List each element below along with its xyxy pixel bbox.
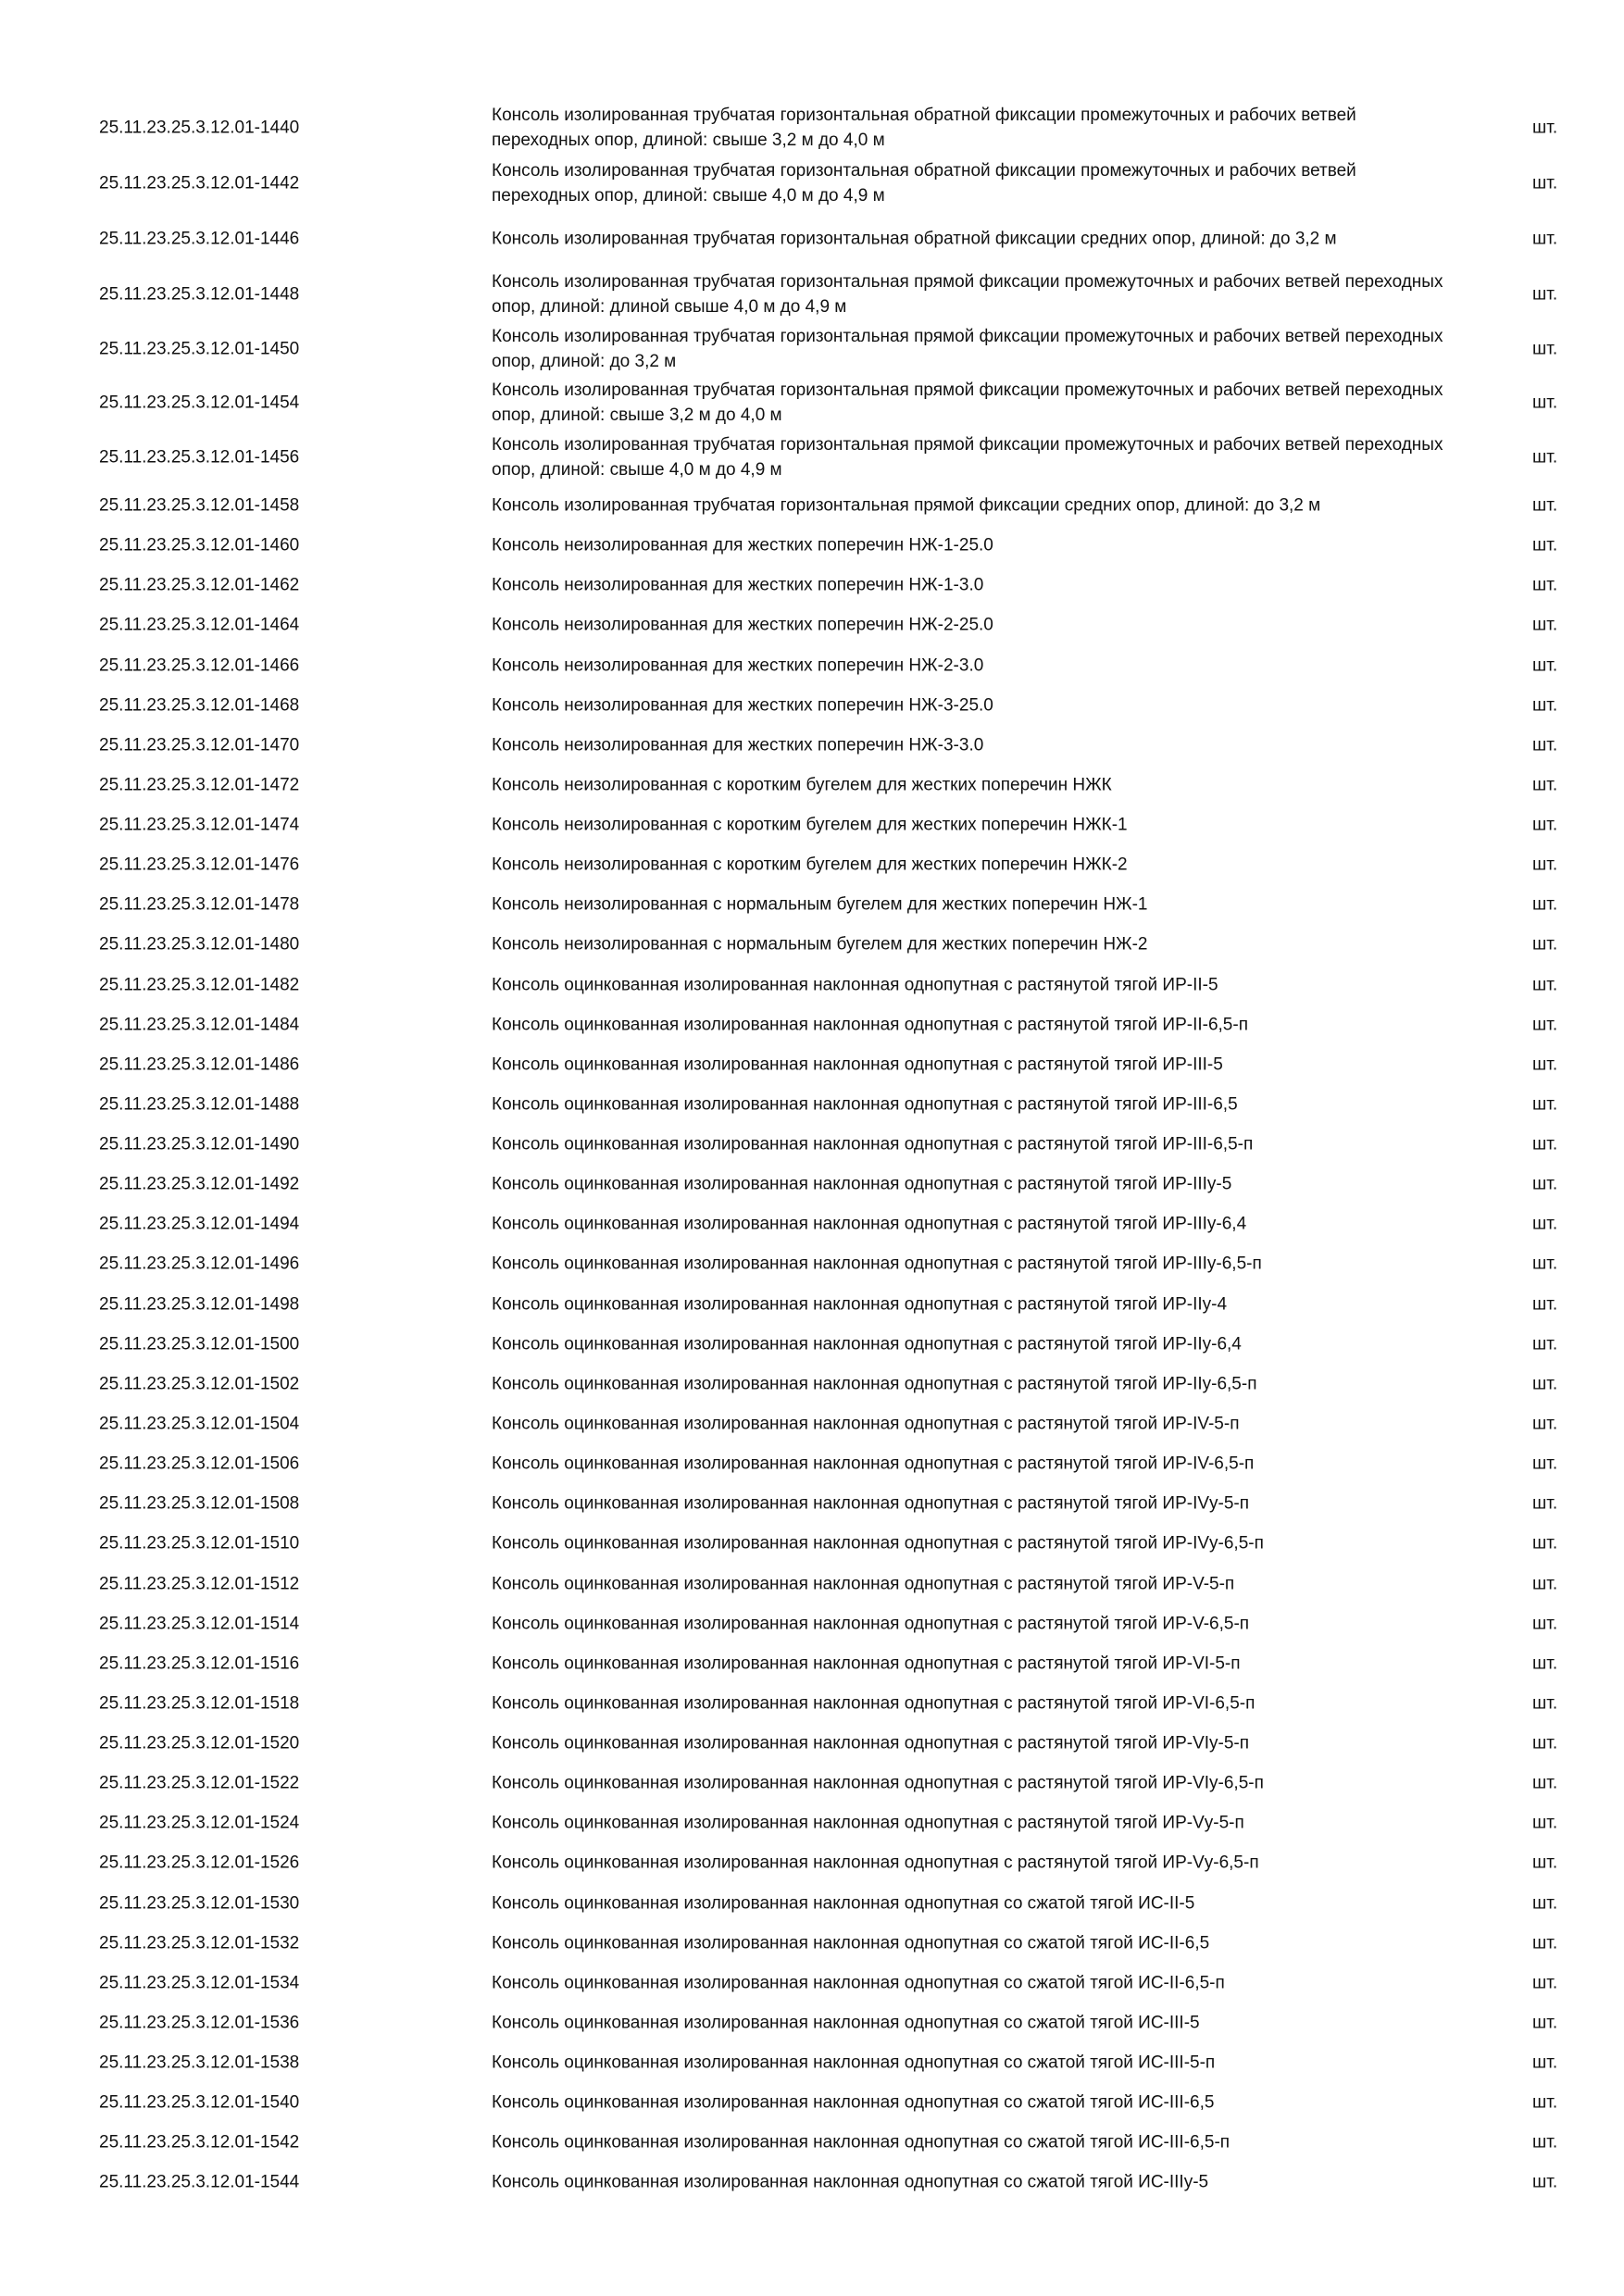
table-row <box>0 1525 1624 1562</box>
item-description: Консоль оцинкованная изолированная наклонная однопутная с растянутой тягой ИР-III-5 <box>492 1054 1223 1075</box>
table-row <box>0 967 1624 1004</box>
item-description: Консоль изолированная трубчатая горизонтальная прямой фиксации промежуточных и рабочих ветвей переходных опор, длиной: длиной свыше 4,0 м до 4,9 м <box>492 272 1443 317</box>
item-code: 25.11.23.25.3.12.01-1534 <box>99 1973 300 1993</box>
item-description: Консоль неизолированная для жестких поперечин НЖ-1-25.0 <box>492 535 993 555</box>
item-code: 25.11.23.25.3.12.01-1488 <box>99 1094 300 1115</box>
item-unit: шт. <box>1532 1773 1558 1793</box>
item-description: Консоль оцинкованная изолированная наклонная однопутная с растянутой тягой ИР-VI-5-п <box>492 1653 1241 1674</box>
item-description: Консоль оцинкованная изолированная наклонная однопутная с растянутой тягой ИР-V-5-п <box>492 1574 1235 1593</box>
item-code: 25.11.23.25.3.12.01-1466 <box>99 655 300 676</box>
item-unit: шт. <box>1532 2172 1558 2192</box>
item-description: Консоль изолированная трубчатая горизонтальная прямой фиксации промежуточных и рабочих ветвей переходных опор, длиной: свыше 3,2 м до 4,0 м <box>492 381 1443 425</box>
table-row <box>0 268 1624 321</box>
item-code: 25.11.23.25.3.12.01-1478 <box>99 894 300 915</box>
item-description: Консоль оцинкованная изолированная наклонная однопутная с растянутой тягой ИР-IIIу-6,4 <box>492 1214 1247 1234</box>
item-description: Консоль изолированная трубчатая горизонтальная прямой фиксации промежуточных и рабочих ветвей переходных опор, длиной: до 3,2 м <box>492 327 1443 371</box>
table-row <box>0 1205 1624 1242</box>
item-code: 25.11.23.25.3.12.01-1500 <box>99 1334 300 1354</box>
table-row <box>0 1725 1624 1762</box>
item-code: 25.11.23.25.3.12.01-1442 <box>99 173 300 193</box>
item-unit: шт. <box>1532 1454 1558 1474</box>
table-row <box>0 1126 1624 1163</box>
item-unit: шт. <box>1532 447 1558 468</box>
item-code: 25.11.23.25.3.12.01-1494 <box>99 1214 300 1234</box>
table-row <box>0 846 1624 883</box>
item-description: Консоль оцинкованная изолированная наклонная однопутная с растянутой тягой ИР-IV-5-п <box>492 1414 1240 1434</box>
item-description: Консоль оцинкованная изолированная наклонная однопутная с растянутой тягой ИР-III-6,5 <box>492 1094 1238 1115</box>
item-unit: шт. <box>1532 1294 1558 1315</box>
item-code: 25.11.23.25.3.12.01-1468 <box>99 695 300 716</box>
item-description: Консоль оцинкованная изолированная наклонная однопутная со сжатой тягой ИС-IIIу-5 <box>492 2172 1209 2192</box>
table-row <box>0 1965 1624 2002</box>
item-description: Консоль оцинкованная изолированная наклонная однопутная со сжатой тягой ИС-II-5 <box>492 1893 1195 1914</box>
item-unit: шт. <box>1532 1174 1558 1194</box>
item-unit: шт. <box>1532 495 1558 516</box>
table-row <box>0 687 1624 724</box>
item-description: Консоль оцинкованная изолированная наклонная однопутная со сжатой тягой ИС-II-6,5-п <box>492 1973 1225 1993</box>
item-description: Консоль неизолированная для жестких поперечин НЖ-3-25.0 <box>492 695 993 716</box>
table-row <box>0 1605 1624 1642</box>
item-code: 25.11.23.25.3.12.01-1484 <box>99 1015 300 1035</box>
item-code: 25.11.23.25.3.12.01-1446 <box>99 229 300 249</box>
item-unit: шт. <box>1532 615 1558 635</box>
item-description: Консоль оцинкованная изолированная наклонная однопутная с растянутой тягой ИР-IV-6,5-п <box>492 1454 1255 1474</box>
table-row <box>0 2004 1624 2041</box>
item-unit: шт. <box>1532 1933 1558 1953</box>
item-code: 25.11.23.25.3.12.01-1482 <box>99 975 300 995</box>
item-unit: шт. <box>1532 339 1558 359</box>
item-unit: шт. <box>1532 173 1558 193</box>
table-row <box>0 1046 1624 1083</box>
table-row <box>0 806 1624 843</box>
item-code: 25.11.23.25.3.12.01-1502 <box>99 1374 300 1394</box>
item-description: Консоль неизолированная для жестких поперечин НЖ-3-3.0 <box>492 735 984 755</box>
item-description: Консоль оцинкованная изолированная наклонная однопутная с растянутой тягой ИР-IVу-6,5-п <box>492 1533 1264 1554</box>
table-row <box>0 1885 1624 1922</box>
table-row <box>0 567 1624 604</box>
item-description: Консоль изолированная трубчатая горизонтальная прямой фиксации промежуточных и рабочих ветвей переходных опор, длиной: свыше 4,0 м до 4,9 м <box>492 435 1443 480</box>
item-code: 25.11.23.25.3.12.01-1514 <box>99 1614 300 1634</box>
item-description: Консоль неизолированная для жестких поперечин НЖ-2-3.0 <box>492 655 984 676</box>
item-description: Консоль оцинкованная изолированная наклонная однопутная с растянутой тягой ИР-II-5 <box>492 975 1218 995</box>
item-description: Консоль оцинкованная изолированная наклонная однопутная с растянутой тягой ИР-VIу-6,5-п <box>492 1773 1264 1793</box>
item-code: 25.11.23.25.3.12.01-1532 <box>99 1933 300 1953</box>
item-description: Консоль изолированная трубчатая горизонтальная прямой фиксации средних опор, длиной: до 3,2 м <box>492 495 1321 516</box>
table-row <box>0 1685 1624 1722</box>
item-description: Консоль оцинкованная изолированная наклонная однопутная с растянутой тягой ИР-IVу-5-п <box>492 1493 1250 1514</box>
item-code: 25.11.23.25.3.12.01-1516 <box>99 1653 300 1674</box>
table-row <box>0 1804 1624 1841</box>
item-unit: шт. <box>1532 934 1558 955</box>
item-unit: шт. <box>1532 1733 1558 1753</box>
item-description: Консоль оцинкованная изолированная наклонная однопутная со сжатой тягой ИС-III-6,5-п <box>492 2132 1230 2152</box>
item-description: Консоль оцинкованная изолированная наклонная однопутная с растянутой тягой ИР-IIIу-6,5-п <box>492 1254 1262 1274</box>
item-description: Консоль оцинкованная изолированная наклонная однопутная с растянутой тягой ИР-II-6,5-п <box>492 1015 1248 1035</box>
table-row <box>0 2164 1624 2201</box>
item-code: 25.11.23.25.3.12.01-1460 <box>99 535 300 555</box>
table-row <box>0 606 1624 643</box>
table-row <box>0 1566 1624 1603</box>
item-unit: шт. <box>1532 1134 1558 1154</box>
item-unit: шт. <box>1532 1334 1558 1354</box>
item-unit: шт. <box>1532 2053 1558 2073</box>
item-code: 25.11.23.25.3.12.01-1464 <box>99 615 300 635</box>
item-unit: шт. <box>1532 695 1558 716</box>
item-unit: шт. <box>1532 775 1558 795</box>
item-code: 25.11.23.25.3.12.01-1540 <box>99 2092 300 2113</box>
item-unit: шт. <box>1532 1574 1558 1593</box>
item-unit: шт. <box>1532 1893 1558 1914</box>
item-code: 25.11.23.25.3.12.01-1510 <box>99 1533 300 1554</box>
item-unit: шт. <box>1532 1614 1558 1634</box>
table-row <box>0 886 1624 923</box>
item-unit: шт. <box>1532 284 1558 305</box>
item-code: 25.11.23.25.3.12.01-1504 <box>99 1414 300 1434</box>
item-code: 25.11.23.25.3.12.01-1518 <box>99 1693 300 1714</box>
item-unit: шт. <box>1532 894 1558 915</box>
table-row <box>0 2084 1624 2121</box>
item-unit: шт. <box>1532 2013 1558 2033</box>
item-description: Консоль оцинкованная изолированная наклонная однопутная с растянутой тягой ИР-VIу-5-п <box>492 1733 1250 1753</box>
item-code: 25.11.23.25.3.12.01-1454 <box>99 393 300 413</box>
item-description: Консоль изолированная трубчатая горизонтальная обратной фиксации промежуточных и рабочих ветвей переходных опор, длиной: свыше 3,2 м до 4,0 м <box>492 106 1356 150</box>
item-unit: шт. <box>1532 575 1558 595</box>
table-row <box>0 1925 1624 1962</box>
table-row <box>0 1366 1624 1403</box>
table-row <box>0 1445 1624 1482</box>
item-code: 25.11.23.25.3.12.01-1524 <box>99 1813 300 1833</box>
item-code: 25.11.23.25.3.12.01-1474 <box>99 815 300 835</box>
table-row <box>0 1645 1624 1682</box>
item-code: 25.11.23.25.3.12.01-1456 <box>99 447 300 468</box>
item-unit: шт. <box>1532 118 1558 138</box>
item-unit: шт. <box>1532 1813 1558 1833</box>
item-unit: шт. <box>1532 229 1558 249</box>
item-code: 25.11.23.25.3.12.01-1542 <box>99 2132 300 2152</box>
item-description: Консоль неизолированная с коротким бугелем для жестких поперечин НЖК-2 <box>492 855 1128 875</box>
item-description: Консоль изолированная трубчатая горизонтальная обратной фиксации промежуточных и рабочих ветвей переходных опор, длиной: свыше 4,0 м до 4,9 м <box>492 161 1356 206</box>
item-code: 25.11.23.25.3.12.01-1470 <box>99 735 300 755</box>
table-row <box>0 926 1624 963</box>
table-row <box>0 1844 1624 1881</box>
item-code: 25.11.23.25.3.12.01-1498 <box>99 1294 300 1315</box>
table-row <box>0 487 1624 524</box>
item-unit: шт. <box>1532 1094 1558 1115</box>
item-description: Консоль оцинкованная изолированная наклонная однопутная с растянутой тягой ИР-V-6,5-п <box>492 1614 1250 1634</box>
item-description: Консоль оцинкованная изолированная наклонная однопутная со сжатой тягой ИС-III-6,5 <box>492 2092 1215 2113</box>
table-row <box>0 1326 1624 1363</box>
table-row <box>0 1405 1624 1442</box>
item-unit: шт. <box>1532 1414 1558 1434</box>
table-row <box>0 647 1624 684</box>
item-code: 25.11.23.25.3.12.01-1544 <box>99 2172 300 2192</box>
item-code: 25.11.23.25.3.12.01-1440 <box>99 118 300 138</box>
table-row <box>0 430 1624 484</box>
item-description: Консоль неизолированная для жестких поперечин НЖ-2-25.0 <box>492 615 993 635</box>
table-row <box>0 1006 1624 1043</box>
item-unit: шт. <box>1532 1693 1558 1714</box>
item-unit: шт. <box>1532 1493 1558 1514</box>
item-unit: шт. <box>1532 1214 1558 1234</box>
item-description: Консоль неизолированная с коротким бугелем для жестких поперечин НЖК <box>492 775 1112 795</box>
item-description: Консоль оцинкованная изолированная наклонная однопутная с растянутой тягой ИР-Vу-6,5-п <box>492 1853 1259 1873</box>
item-description: Консоль неизолированная для жестких поперечин НЖ-1-3.0 <box>492 575 984 595</box>
item-description: Консоль оцинкованная изолированная наклонная однопутная со сжатой тягой ИС-III-5-п <box>492 2053 1216 2073</box>
item-code: 25.11.23.25.3.12.01-1492 <box>99 1174 300 1194</box>
item-unit: шт. <box>1532 535 1558 555</box>
item-description: Консоль изолированная трубчатая горизонтальная обратной фиксации средних опор, длиной: до 3,2 м <box>492 229 1337 249</box>
item-unit: шт. <box>1532 2132 1558 2152</box>
table-row <box>0 2044 1624 2081</box>
item-code: 25.11.23.25.3.12.01-1536 <box>99 2013 300 2033</box>
item-unit: шт. <box>1532 655 1558 676</box>
table-row <box>0 1166 1624 1203</box>
item-unit: шт. <box>1532 1533 1558 1554</box>
item-unit: шт. <box>1532 2092 1558 2113</box>
item-description: Консоль оцинкованная изолированная наклонная однопутная с растянутой тягой ИР-III-6,5-п <box>492 1134 1254 1154</box>
item-unit: шт. <box>1532 1853 1558 1873</box>
table-row <box>0 527 1624 564</box>
item-description: Консоль неизолированная с нормальным бугелем для жестких поперечин НЖ-1 <box>492 894 1148 915</box>
table-row <box>0 322 1624 376</box>
item-code: 25.11.23.25.3.12.01-1506 <box>99 1454 300 1474</box>
table-row <box>0 1286 1624 1323</box>
item-unit: шт. <box>1532 1653 1558 1674</box>
item-unit: шт. <box>1532 1054 1558 1075</box>
item-unit: шт. <box>1532 815 1558 835</box>
item-description: Консоль оцинкованная изолированная наклонная однопутная с растянутой тягой ИР-IIу-6,5-п <box>492 1374 1257 1394</box>
item-description: Консоль оцинкованная изолированная наклонная однопутная со сжатой тягой ИС-III-5 <box>492 2013 1200 2033</box>
item-code: 25.11.23.25.3.12.01-1530 <box>99 1893 300 1914</box>
table-row <box>0 1245 1624 1282</box>
item-code: 25.11.23.25.3.12.01-1450 <box>99 339 300 359</box>
item-code: 25.11.23.25.3.12.01-1458 <box>99 495 300 516</box>
item-code: 25.11.23.25.3.12.01-1490 <box>99 1134 300 1154</box>
item-code: 25.11.23.25.3.12.01-1472 <box>99 775 300 795</box>
item-code: 25.11.23.25.3.12.01-1476 <box>99 855 300 875</box>
item-unit: шт. <box>1532 1973 1558 1993</box>
item-description: Консоль оцинкованная изолированная наклонная однопутная с растянутой тягой ИР-IIIу-5 <box>492 1174 1232 1194</box>
item-code: 25.11.23.25.3.12.01-1520 <box>99 1733 300 1753</box>
item-description: Консоль оцинкованная изолированная наклонная однопутная с растянутой тягой ИР-Vу-5-п <box>492 1813 1244 1833</box>
item-description: Консоль неизолированная с коротким бугелем для жестких поперечин НЖК-1 <box>492 815 1128 835</box>
item-code: 25.11.23.25.3.12.01-1512 <box>99 1574 300 1593</box>
item-code: 25.11.23.25.3.12.01-1462 <box>99 575 300 595</box>
item-unit: шт. <box>1532 1254 1558 1274</box>
table-row <box>0 156 1624 210</box>
item-unit: шт. <box>1532 1374 1558 1394</box>
table-row <box>0 727 1624 764</box>
item-code: 25.11.23.25.3.12.01-1522 <box>99 1773 300 1793</box>
item-code: 25.11.23.25.3.12.01-1486 <box>99 1054 300 1075</box>
item-description: Консоль оцинкованная изолированная наклонная однопутная с растянутой тягой ИР-IIу-6,4 <box>492 1334 1242 1354</box>
item-description: Консоль оцинкованная изолированная наклонная однопутная с растянутой тягой ИР-VI-6,5-п <box>492 1693 1255 1714</box>
item-unit: шт. <box>1532 1015 1558 1035</box>
item-code: 25.11.23.25.3.12.01-1538 <box>99 2053 300 2073</box>
item-unit: шт. <box>1532 735 1558 755</box>
table-row <box>0 1086 1624 1123</box>
item-code: 25.11.23.25.3.12.01-1448 <box>99 284 300 305</box>
item-code: 25.11.23.25.3.12.01-1480 <box>99 934 300 955</box>
item-code: 25.11.23.25.3.12.01-1496 <box>99 1254 300 1274</box>
table-row <box>0 376 1624 430</box>
item-description: Консоль оцинкованная изолированная наклонная однопутная с растянутой тягой ИР-IIу-4 <box>492 1294 1228 1315</box>
table-row <box>0 2124 1624 2161</box>
item-description: Консоль оцинкованная изолированная наклонная однопутная со сжатой тягой ИС-II-6,5 <box>492 1933 1210 1953</box>
item-unit: шт. <box>1532 975 1558 995</box>
table-row <box>0 1485 1624 1522</box>
item-unit: шт. <box>1532 393 1558 413</box>
table-row <box>0 212 1624 266</box>
table-row <box>0 101 1624 155</box>
item-unit: шт. <box>1532 855 1558 875</box>
item-code: 25.11.23.25.3.12.01-1508 <box>99 1493 300 1514</box>
item-code: 25.11.23.25.3.12.01-1526 <box>99 1853 300 1873</box>
table-row <box>0 767 1624 804</box>
item-description: Консоль неизолированная с нормальным бугелем для жестких поперечин НЖ-2 <box>492 934 1148 955</box>
table-row <box>0 1765 1624 1802</box>
